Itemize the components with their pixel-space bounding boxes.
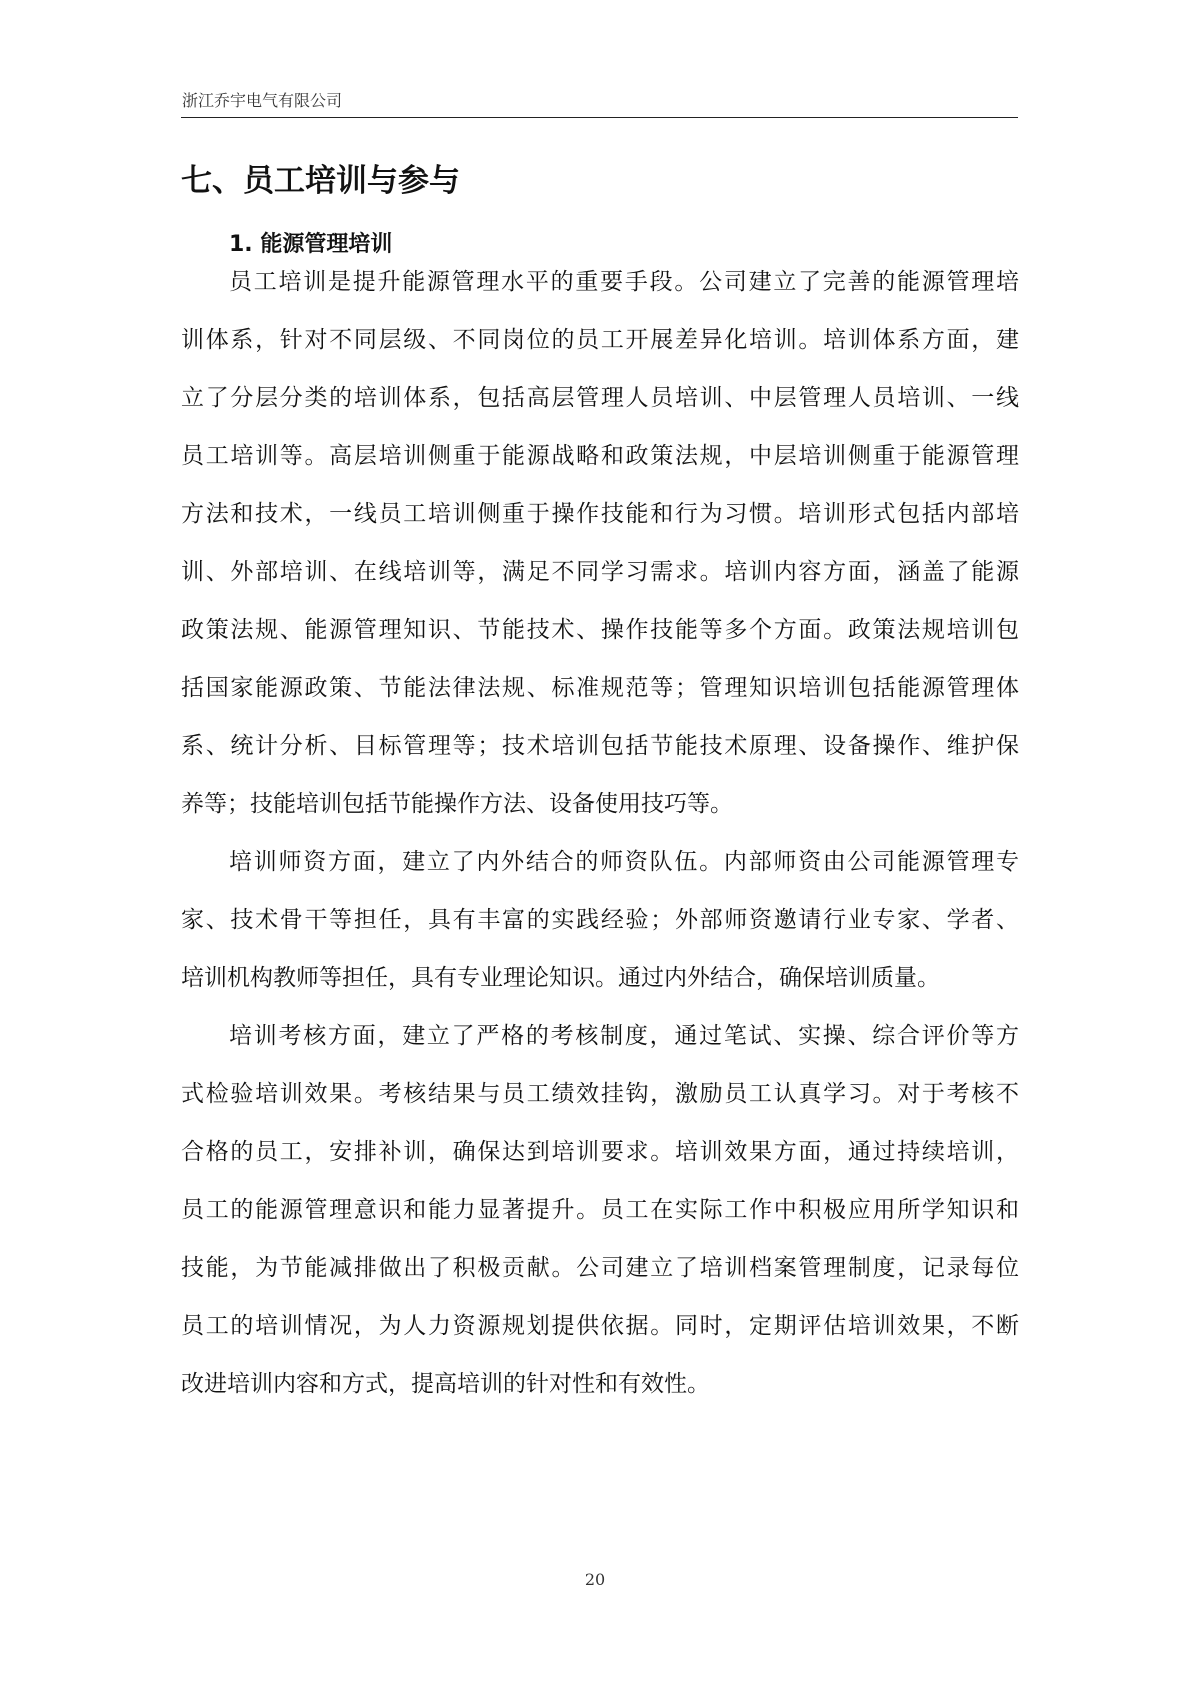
text-line: 合格的员工，安排补训，确保达到培训要求。培训效果方面，通过持续培训， bbox=[181, 1139, 1019, 1165]
text-line: 训体系，针对不同层级、不同岗位的员工开展差异化培训。培训体系方面，建 bbox=[181, 327, 1019, 353]
text-line: 员工的能源管理意识和能力显著提升。员工在实际工作中积极应用所学知识和 bbox=[181, 1197, 1019, 1223]
section-title: 七、员工培训与参与 bbox=[181, 163, 460, 199]
text-line: 培训师资方面，建立了内外结合的师资队伍。内部师资由公司能源管理专 bbox=[229, 849, 1019, 875]
text-line: 技能，为节能减排做出了积极贡献。公司建立了培训档案管理制度，记录每位 bbox=[181, 1255, 1019, 1281]
text-line: 方法和技术，一线员工培训侧重于操作技能和行为习惯。培训形式包括内部培 bbox=[181, 501, 1019, 527]
text-line: 系、统计分析、目标管理等；技术培训包括节能技术原理、设备操作、维护保 bbox=[181, 733, 1019, 759]
text-line: 立了分层分类的培训体系，包括高层管理人员培训、中层管理人员培训、一线 bbox=[181, 385, 1019, 411]
text-line: 括国家能源政策、节能法律法规、标准规范等；管理知识培训包括能源管理体 bbox=[181, 675, 1019, 701]
text-line: 员工培训等。高层培训侧重于能源战略和政策法规，中层培训侧重于能源管理 bbox=[181, 443, 1019, 469]
header-company-name: 浙江乔宇电气有限公司 bbox=[182, 91, 343, 110]
subsection-title: 1. 能源管理培训 bbox=[229, 232, 393, 257]
text-line: 改进培训内容和方式，提高培训的针对性和有效性。 bbox=[181, 1371, 710, 1397]
page-number: 20 bbox=[584, 1570, 606, 1589]
text-line: 式检验培训效果。考核结果与员工绩效挂钩，激励员工认真学习。对于考核不 bbox=[181, 1081, 1019, 1107]
text-line: 训、外部培训、在线培训等，满足不同学习需求。培训内容方面，涵盖了能源 bbox=[181, 559, 1019, 585]
header-divider bbox=[181, 117, 1018, 118]
text-line: 家、技术骨干等担任，具有丰富的实践经验；外部师资邀请行业专家、学者、 bbox=[181, 907, 1019, 933]
text-line: 员工培训是提升能源管理水平的重要手段。公司建立了完善的能源管理培 bbox=[229, 269, 1019, 295]
text-line: 员工的培训情况，为人力资源规划提供依据。同时，定期评估培训效果，不断 bbox=[181, 1313, 1019, 1339]
text-line: 养等；技能培训包括节能操作方法、设备使用技巧等。 bbox=[181, 791, 733, 817]
text-line: 培训考核方面，建立了严格的考核制度，通过笔试、实操、综合评价等方 bbox=[229, 1023, 1019, 1049]
text-line: 政策法规、能源管理知识、节能技术、操作技能等多个方面。政策法规培训包 bbox=[181, 617, 1019, 643]
text-line: 培训机构教师等担任，具有专业理论知识。通过内外结合，确保培训质量。 bbox=[181, 965, 940, 991]
